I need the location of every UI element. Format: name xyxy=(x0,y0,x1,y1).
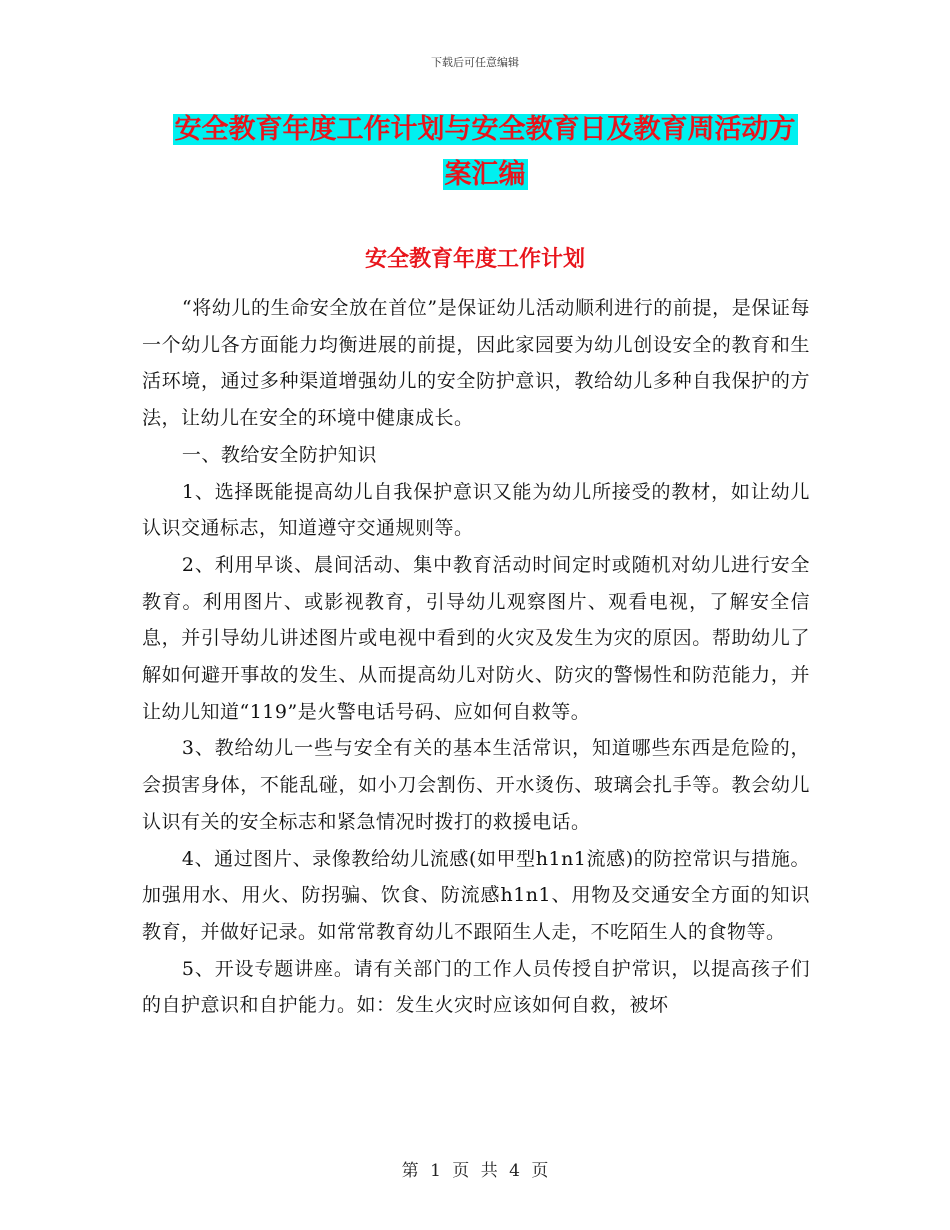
paragraph-item-2: 2、利用早谈、晨间活动、集中教育活动时间定时或随机对幼儿进行安全教育。利用图片、或影视教育，引导幼儿观察图片、观看电视，了解安全信息，并引导幼儿讲述图片或电视中看到的火灾及发生为灾的原因。帮助幼儿了解如何避开事故的发生、从而提高幼儿对防火、防灾的警惕性和防范能力，并让幼儿知道“119”是火警电话号码、应如何自救等。 xyxy=(142,553,810,723)
paragraph-item-1: 1、选择既能提高幼儿自我保护意识又能为幼儿所接受的教材，如让幼儿认识交通标志，知道遵守交通规则等。 xyxy=(142,480,810,540)
document-title-line-2 xyxy=(140,150,830,200)
document-body xyxy=(142,290,810,1024)
paragraph-item-5: 5、开设专题讲座。请有关部门的工作人员传授自护常识，以提高孩子们的自护意识和自护能力。如：发生火灾时应该如何自救，被坏 xyxy=(142,957,810,1017)
page-footer: 第 1 页 共 4 页 xyxy=(401,1161,549,1181)
paragraph-heading-1: 一、教给安全防护知识 xyxy=(181,443,377,466)
paragraph-item-3: 3、教给幼儿一些与安全有关的基本生活常识，知道哪些东西是危险的，会损害身体，不能乱碰，如小刀会割伤、开水烫伤、玻璃会扎手等。教会幼儿认识有关的安全标志和紧急情况时拨打的救援电话。 xyxy=(142,737,810,833)
document-title-text-1: 安全教育年度工作计划与安全教育日及教育周活动方 xyxy=(174,114,796,145)
document-title-text-2: 案汇编 xyxy=(444,159,526,190)
paragraph-intro: “将幼儿的生命安全放在首位”是保证幼儿活动顺利进行的前提，是保证每一个幼儿各方面能力均衡进展的前提，因此家园要为幼儿创设安全的教育和生活环境，通过多种渠道增强幼儿的安全防护意识，教给幼儿多种自我保护的方法，让幼儿在安全的环境中健康成长。 xyxy=(142,297,810,430)
document-title-line-1 xyxy=(140,105,830,155)
section-title: 安全教育年度工作计划 xyxy=(364,247,585,272)
paragraph-item-4: 4、通过图片、录像教给幼儿流感(如甲型h1n1流感)的防控常识与措施。加强用水、用火、防拐骗、饮食、防流感h1n1、用物及交通安全方面的知识教育，并做好记录。如常常教育幼儿不跟陌生人走，不吃陌生人的食物等。 xyxy=(142,847,810,943)
page-header-note: 下载后可任意编辑 xyxy=(431,56,519,69)
